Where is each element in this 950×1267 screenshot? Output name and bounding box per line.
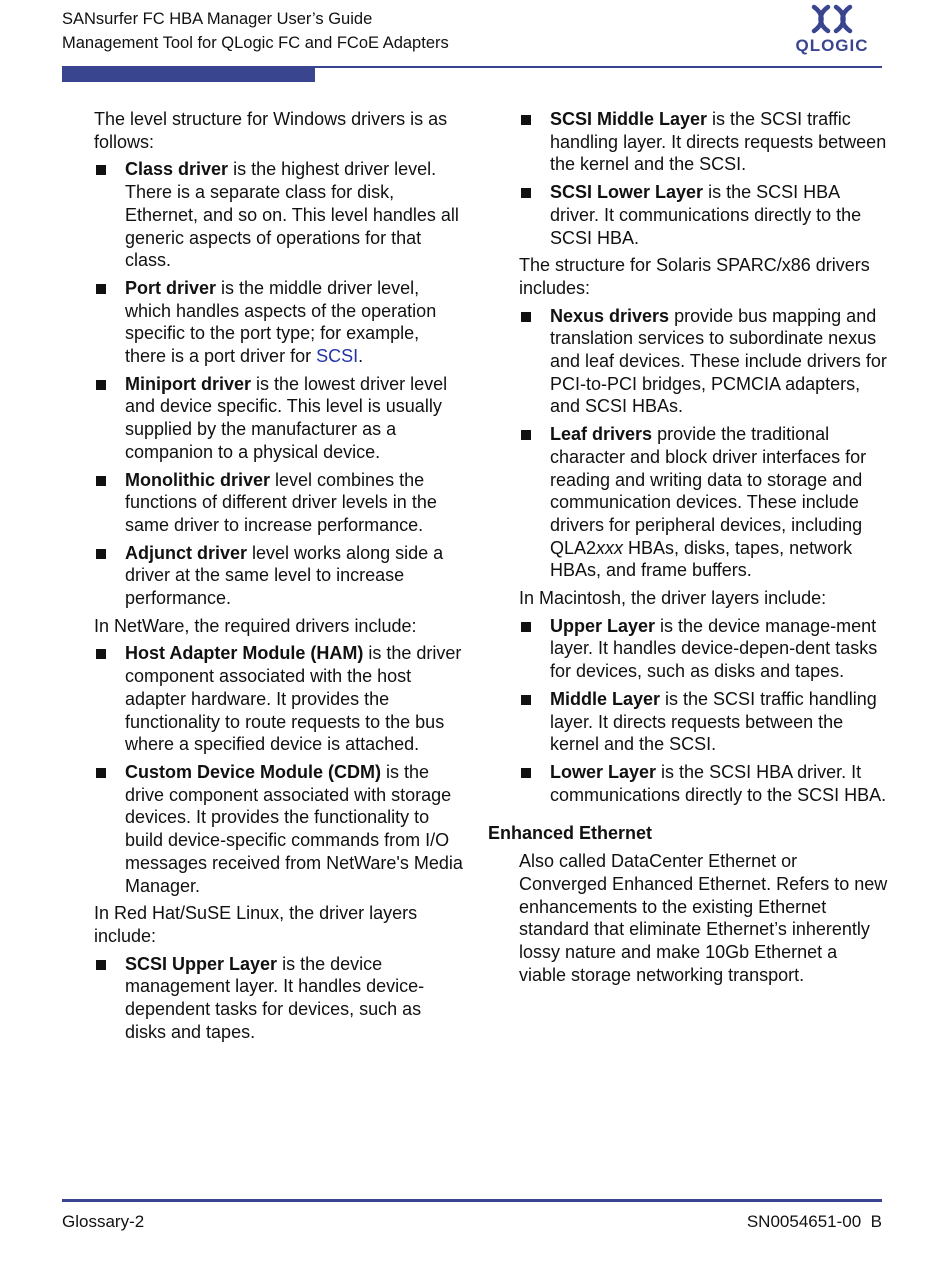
- bullet-square-icon: [96, 476, 106, 486]
- term: Upper Layer: [550, 615, 656, 636]
- right-column: [488, 108, 889, 991]
- intro-linux: In Red Hat/SuSE Linux, the driver layers include:: [94, 903, 418, 946]
- list-item: [94, 642, 464, 756]
- term: Nexus drivers: [550, 305, 670, 326]
- definition: is the SCSI traffic handling layer. It directs requests between the kernel and the SCSI.: [550, 109, 887, 175]
- definition: provide the traditional character and block driver interfaces for reading and writing data to storage and communication devices. These include drivers for peripheral devices, including QLA2: [550, 424, 867, 558]
- list-item: [94, 542, 464, 610]
- term: Leaf drivers: [550, 424, 653, 445]
- footer-rule: [62, 1199, 882, 1202]
- list-item: [94, 469, 464, 537]
- definition: is the lowest driver level and device specific. This level is usually supplied by the manufacturer as a companion to a physical device.: [125, 373, 448, 462]
- definition: is the driver component associated with the host adapter hardware. It provides the functionality to route requests to the bus where a specified device is attached.: [125, 643, 462, 755]
- bullet-square-icon: [96, 649, 106, 659]
- header-title-line2: Management Tool for QLogic FC and FCoE Adapters: [62, 34, 449, 52]
- term: Class driver: [125, 159, 229, 180]
- bullet-square-icon: [96, 165, 106, 175]
- term: Host Adapter Module (HAM): [125, 643, 364, 664]
- bullet-square-icon: [521, 188, 531, 198]
- list-item: [94, 953, 464, 1044]
- definition: is the SCSI HBA driver. It communications directly to the SCSI HBA.: [550, 761, 887, 805]
- definition: provide bus mapping and translation services to subordinate nexus and leaf devices. These include drivers for PCI-to-PCI bridges, PCMCIA adapters, and SCSI HBAs.: [550, 305, 887, 417]
- header-tab-bar: [62, 66, 315, 82]
- bullet-square-icon: [521, 695, 531, 705]
- list-item: [519, 423, 889, 582]
- scsi-link[interactable]: SCSI: [316, 346, 359, 367]
- logo-wordmark: QLOGIC: [795, 36, 869, 55]
- left-column: [94, 108, 464, 1048]
- list-item: [94, 158, 464, 272]
- term: Middle Layer: [550, 688, 661, 709]
- qlogic-logo-icon: [810, 4, 854, 34]
- term: SCSI Lower Layer: [550, 182, 704, 203]
- term: Monolithic driver: [125, 469, 271, 490]
- intro-solaris: The structure for Solaris SPARC/x86 drivers includes:: [519, 255, 870, 298]
- definition: is the SCSI traffic handling layer. It directs requests between the kernel and the SCSI.: [550, 688, 877, 755]
- definition: level combines the functions of different driver levels in the same driver to increase performance.: [125, 469, 437, 535]
- list-item: [94, 761, 464, 897]
- bullet-square-icon: [96, 960, 106, 970]
- term: Miniport driver: [125, 373, 252, 394]
- term: SCSI Upper Layer: [125, 953, 278, 974]
- definition-end: HBAs, disks, tapes, network HBAs, and frame buffers.: [550, 537, 853, 581]
- list-item: [519, 761, 889, 806]
- intro-mac: In Macintosh, the driver layers include:: [519, 588, 827, 609]
- list-item: [519, 615, 889, 683]
- list-item: [519, 108, 889, 176]
- section-text: Also called DataCenter Ethernet or Converged Enhanced Ethernet. Refers to new enhancements to the existing Ethernet standard that eliminate Ethernet’s inherently lossy nature and make 10Gb Ethernet a viable storage networking transport.: [519, 851, 888, 985]
- bullet-square-icon: [521, 115, 531, 125]
- definition: is the device manage-ment layer. It handles device-depen-dent tasks for devices, such as disks and tapes.: [550, 615, 878, 682]
- list-item: [519, 688, 889, 756]
- list-item: [519, 305, 889, 419]
- bullet-square-icon: [96, 284, 106, 294]
- intro-windows: The level structure for Windows drivers is as follows:: [94, 109, 448, 152]
- term: Custom Device Module (CDM): [125, 761, 382, 782]
- qlogic-logo: [786, 4, 878, 58]
- definition: is the drive component associated with storage devices. It provides the functionality to build device-specific commands from I/O messages received from NetWare's Media Manager.: [125, 761, 463, 896]
- bullet-square-icon: [96, 549, 106, 559]
- term: Adjunct driver: [125, 542, 248, 563]
- bullet-square-icon: [521, 768, 531, 778]
- list-item: [94, 277, 464, 368]
- definition: level works along side a driver at the same level to increase performance.: [125, 542, 444, 609]
- term: Lower Layer: [550, 761, 657, 782]
- list-item: [94, 373, 464, 464]
- page-number: Glossary-2: [62, 1212, 145, 1231]
- header-title-line1: SANsurfer FC HBA Manager User’s Guide: [62, 10, 373, 28]
- bullet-square-icon: [96, 380, 106, 390]
- section-heading: Enhanced Ethernet: [488, 823, 653, 844]
- definition: is the SCSI HBA driver. It communications directly to the SCSI HBA.: [550, 182, 862, 248]
- definition: is the middle driver level, which handles aspects of the operation specific to the port type; for example, there is a port driver for: [125, 277, 437, 367]
- term: Port driver: [125, 277, 217, 298]
- definition: is the device management layer. It handles device-dependent tasks for devices, such as disks and tapes.: [125, 953, 425, 1042]
- bullet-square-icon: [521, 430, 531, 440]
- list-item: [519, 181, 889, 249]
- definition: is the highest driver level. There is a separate class for disk, Ethernet, and so on. This level handles all generic aspects of operations for that class.: [125, 159, 459, 271]
- running-header: [62, 7, 449, 55]
- bullet-square-icon: [521, 312, 531, 322]
- definition-italic: xxx: [596, 537, 624, 558]
- document-number: SN0054651-00 B: [746, 1212, 882, 1231]
- definition-end: .: [358, 346, 364, 367]
- intro-netware: In NetWare, the required drivers include:: [94, 615, 417, 636]
- bullet-square-icon: [96, 768, 106, 778]
- bullet-square-icon: [521, 622, 531, 632]
- term: SCSI Middle Layer: [550, 109, 708, 129]
